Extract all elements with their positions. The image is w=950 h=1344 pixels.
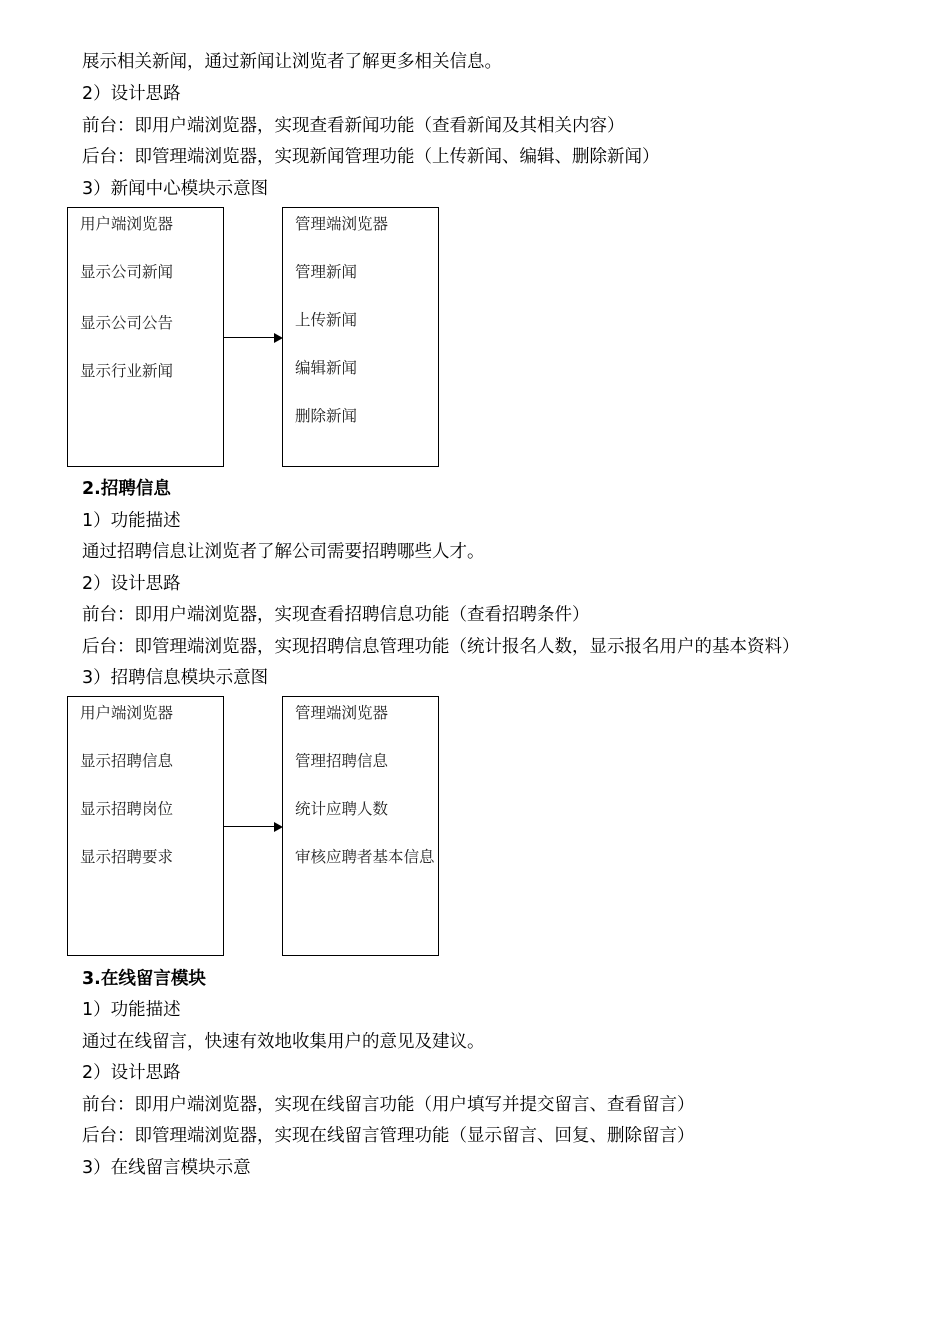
section2-line: 通过招聘信息让浏览者了解公司需要招聘哪些人才。: [82, 542, 485, 562]
section3-line: 后台：即管理端浏览器，实现在线留言管理功能（显示留言、回复、删除留言）: [82, 1126, 695, 1146]
section3-line: 通过在线留言，快速有效地收集用户的意见及建议。: [82, 1032, 485, 1052]
paragraph-news-description: 展示相关新闻，通过新闻让浏览者了解更多相关信息。: [82, 52, 502, 72]
section2-line: 1）功能描述: [82, 511, 181, 531]
section3-line: 前台：即用户端浏览器，实现在线留言功能（用户填写并提交留言、查看留言）: [82, 1095, 695, 1115]
section2-line: 3）招聘信息模块示意图: [82, 668, 269, 688]
section3-heading: 3.在线留言模块: [82, 969, 206, 989]
diagram1-right-item: 删除新闻: [295, 407, 358, 425]
paragraph-backend-news: 后台：即管理端浏览器，实现新闻管理功能（上传新闻、编辑、删除新闻）: [82, 147, 660, 167]
diagram1-right-item: 管理新闻: [295, 263, 358, 281]
diagram1-right-item: 编辑新闻: [295, 359, 358, 377]
diagram2-right-title: 管理端浏览器: [295, 704, 389, 722]
section3-line: 2）设计思路: [82, 1063, 181, 1083]
section2-line: 后台：即管理端浏览器，实现招聘信息管理功能（统计报名人数，显示报名用户的基本资料）: [82, 637, 800, 657]
section2-heading: 2.招聘信息: [82, 479, 171, 499]
diagram2-right-item: 统计应聘人数: [295, 800, 389, 818]
diagram2-left-item: 显示招聘岗位: [80, 800, 174, 818]
diagram1-left-item: 显示公司公告: [80, 314, 174, 332]
section3-line: 1）功能描述: [82, 1000, 181, 1020]
diagram1-user-browser-box: [67, 207, 224, 467]
section2-line: 前台：即用户端浏览器，实现查看招聘信息功能（查看招聘条件）: [82, 605, 590, 625]
section2-line: 2）设计思路: [82, 574, 181, 594]
diagram1-arrow: [224, 332, 283, 344]
diagram2-admin-browser-box: [282, 696, 439, 956]
diagram2-left-item: 显示招聘要求: [80, 848, 174, 866]
diagram1-left-item: 显示行业新闻: [80, 362, 174, 380]
section3-line: 3）在线留言模块示意: [82, 1158, 251, 1178]
subheading-news-diagram: 3）新闻中心模块示意图: [82, 179, 269, 199]
diagram1-left-title: 用户端浏览器: [80, 215, 174, 233]
diagram2-right-item: 审核应聘者基本信息: [295, 848, 435, 866]
diagram2-right-item: 管理招聘信息: [295, 752, 389, 770]
diagram2-left-item: 显示招聘信息: [80, 752, 174, 770]
diagram1-right-item: 上传新闻: [295, 311, 358, 329]
diagram2-left-title: 用户端浏览器: [80, 704, 174, 722]
paragraph-frontend-news: 前台：即用户端浏览器，实现查看新闻功能（查看新闻及其相关内容）: [82, 116, 625, 136]
diagram2-user-browser-box: [67, 696, 224, 956]
diagram1-right-title: 管理端浏览器: [295, 215, 389, 233]
diagram1-left-item: 显示公司新闻: [80, 263, 174, 281]
subheading-design-idea-1: 2）设计思路: [82, 84, 181, 104]
diagram1-admin-browser-box: [282, 207, 439, 467]
diagram2-arrow: [224, 821, 283, 833]
